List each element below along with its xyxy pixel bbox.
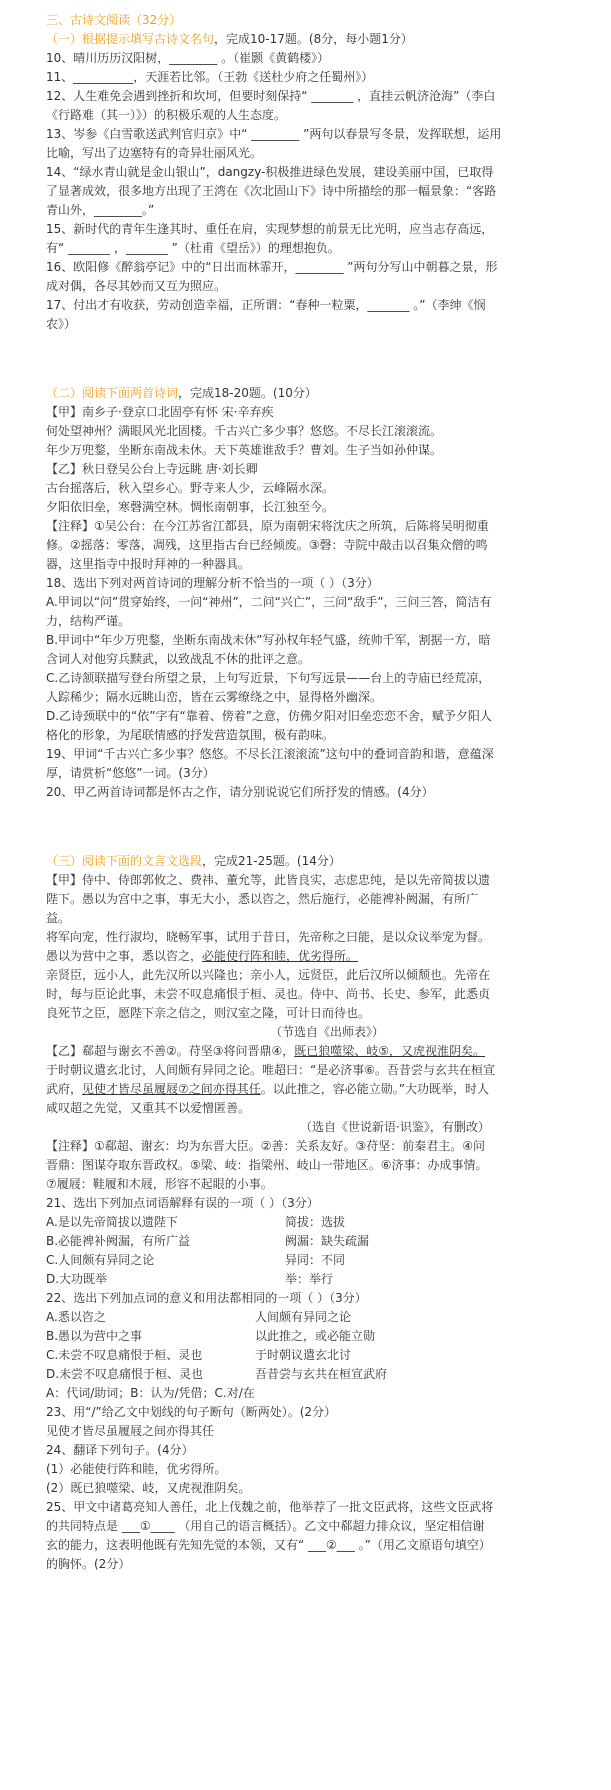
passage-line: 咸叹超之先觉，又重其不以爱憎匿善。 [46, 1101, 251, 1115]
passage-line: 时，每与臣论此事，未尝不叹息痛恨于桓、灵也。侍中、尚书、长史、参军，此悉贞 [46, 987, 491, 1001]
passage-line: 良死节之臣，愿陛下亲之信之，则汉室之隆，可计日而待也。 [46, 1006, 371, 1020]
question-line: 23、用“/”给乙文中划线的句子断句（断两处）。(2分） [46, 1405, 337, 1419]
option-right: 于时朝议遣玄北讨 [255, 1348, 352, 1362]
option-left: B.愚以为营中之事 [46, 1329, 143, 1343]
option-right: 以此推之，或必能立勋 [255, 1329, 376, 1343]
option-right: 吾昔尝与玄共在桓宣武府 [255, 1367, 388, 1381]
option-line: 人踪稀少；隔水远眺山峦，皆在云雾缭绕之中，显得格外幽深。 [46, 690, 383, 704]
option-line: 力，结构严谨。 [46, 614, 131, 628]
question-line: 玄的能力，这表明他既有先知先觉的本领，又有“ ___②___ 。”（用乙文原语句填空） [46, 1538, 491, 1552]
passage-text: 【乙】郗超与谢玄不善②。苻坚③将问晋鼎④， [46, 1044, 295, 1058]
passage-line [46, 948, 358, 964]
option-line: 格化的形象，为尾联情感的抒发营造氛围，极有韵味。 [46, 728, 335, 742]
option-right: 举：举行 [285, 1272, 334, 1286]
note-line: 晋鼎：图谋夺取东晋政权。⑤梁、岐：指梁州、岐山一带地区。⑥济事：办成事情。 [46, 1158, 488, 1172]
sub-heading-label: （一）根据提示填写古诗文名句 [46, 32, 215, 46]
option-left: A.悉以咨之 [46, 1310, 106, 1324]
note-line: 【注释】①郗超、谢玄：均为东晋大臣。②善：关系友好。③苻坚：前秦君主。④问 [46, 1139, 486, 1153]
option-left: C.未尝不叹息痛恨于桓、灵也 [46, 1348, 203, 1362]
question-line: 22、选出下列加点词的意义和用法都相同的一项（ ）（3分） [46, 1291, 367, 1305]
passage-text: 武府， [46, 1082, 83, 1096]
answer-line: A：代词/助词；B：认为/凭借；C.对/在 [46, 1386, 255, 1400]
sub-heading-tail: ，完成10-17题。(8分，每小题1分） [214, 32, 413, 46]
question-line: 17、付出才有收获，劳动创造幸福，正所谓：“春种一粒粟，_______ 。”（李绅《悯 [46, 298, 486, 312]
option-left: A.是以先帝简拔以遗陛下 [46, 1215, 178, 1229]
question-line: 16、欧阳修《醉翁亭记》中的“日出而林霏开，________ ”两句分写山中朝暮之景，形 [46, 260, 498, 274]
question-line: 25、甲文中诸葛亮知人善任，北上伐魏之前，他举荐了一批文臣武将，这些文臣武将 [46, 1500, 494, 1514]
sub-heading-label: （三）阅读下面的文言文选段 [46, 854, 203, 868]
passage-line [46, 1081, 489, 1097]
note-line: 【注释】①吴公台：在今江苏省江都县，原为南朝宋将沈庆之所筑，后陈将吴明彻重 [46, 519, 489, 533]
sub-heading-tail: ，完成21-25题。(14分） [202, 854, 341, 868]
question-line: 的胸怀。(2分） [46, 1557, 131, 1571]
poem-line: 夕阳依旧垒，寒磬满空林。惆怅南朝事，长江独至今。 [46, 500, 335, 514]
passage-source: （选自《世说新语·识鉴》，有删改） [300, 1120, 490, 1134]
question-line: 见使才皆尽虽履屐之间亦得其任 [46, 1424, 215, 1438]
note-line: 器，这里指寺中报时拜神的一种器具。 [46, 557, 251, 571]
option-left: D.未尝不叹息痛恨于桓、灵也 [46, 1367, 204, 1381]
option-left: B.必能裨补阙漏，有所广益 [46, 1234, 191, 1248]
sub-heading-2 [46, 385, 317, 401]
question-line: 21、选出下列加点词语解释有误的一项（ ）（3分） [46, 1196, 319, 1210]
question-line: (1）必能使行阵和睦，优劣得所。 [46, 1462, 227, 1476]
option-right: 阙漏：缺失疏漏 [285, 1234, 370, 1248]
question-line: 《行路难（其一）》）的积极乐观的人生态度。 [46, 108, 287, 122]
question-line: 青山外，________。” [46, 203, 155, 217]
option-left: D.大功既举 [46, 1272, 108, 1286]
question-line: 农》） [46, 317, 77, 331]
underlined-sentence: 必能使行阵和睦，优劣得所。 [202, 949, 359, 963]
underlined-sentence: 见使才皆尽虽履屐⑦之间亦得其任 [82, 1082, 261, 1096]
passage-line: 【甲】侍中、侍郎郭攸之、费祎、董允等，此皆良实，志虑忠纯，是以先帝简拔以遗 [46, 873, 491, 887]
question-line: 13、岑参《白雪歌送武判官归京》中“ ________ ”两句以春景写冬景，发挥联想，运用 [46, 127, 502, 141]
question-line: (2）既已狼噬梁、岐，又虎视淮阴矣。 [46, 1481, 251, 1495]
underlined-sentence: 既已狼噬梁、岐⑤，又虎视淮阴矣。 [294, 1044, 486, 1058]
option-right: 人间颇有异同之论 [255, 1310, 352, 1324]
poem-line: 【甲】南乡子·登京口北固亭有怀 宋·辛弃疾 [46, 405, 274, 419]
passage-line: 益。 [46, 911, 71, 925]
question-line: 19、甲词“千古兴亡多少事？悠悠。不尽长江滚滚流”这句中的叠词音韵和谐，意蕴深 [46, 747, 494, 761]
option-line: C.乙诗颔联描写登台所望之景，上句写近景，下句写远景——台上的寺庙已经荒凉， [46, 671, 491, 685]
passage-text: 。以此推之，容必能立勋。”大功既举，时人 [260, 1082, 489, 1096]
option-line: D.乙诗颈联中的“依”字有“靠着、傍着”之意，仿佛夕阳对旧垒恋恋不舍，赋予夕阳人 [46, 709, 492, 723]
question-line: 厚，请赏析“悠悠”一词。(3分） [46, 766, 215, 780]
question-line: 14、“绿水青山就是金山银山”，dangzy-积极推进绿色发展，建设美丽中国，已取得 [46, 165, 494, 179]
question-line: 了显著成效，很多地方出现了王湾在《次北固山下》诗中所描绘的那一幅景象：“客路 [46, 184, 497, 198]
option-line: 含词人对他穷兵黩武，以致战乱不休的批评之意。 [46, 652, 311, 666]
sub-heading-1 [46, 31, 413, 47]
section-heading: 三、古诗文阅读（32分） [46, 13, 182, 27]
passage-line: 陛下。愚以为宫中之事，事无大小，悉以咨之，然后施行，必能裨补阙漏，有所广 [46, 892, 479, 906]
poem-line: 年少万兜鍪，坐断东南战未休。天下英雄谁敌手？曹刘。生子当如孙仲谋。 [46, 443, 443, 457]
option-line: B.甲词中“年少万兜鍪，坐断东南战未休”写孙权年轻气盛，统帅千军，割据一方，暗 [46, 633, 491, 647]
sub-heading-tail: ，完成18-20题。(10分） [178, 386, 317, 400]
option-right: 简拔：选拔 [285, 1215, 346, 1229]
question-line: 15、新时代的青年生逢其时、重任在肩，实现梦想的前景无比光明，应当志存高远， [46, 222, 494, 236]
question-line: 的共同特点是 ___①____ （用自己的语言概括）。乙文中郗超力排众议，坚定相信谢 [46, 1519, 485, 1533]
question-line: 20、甲乙两首诗词都是怀古之作，请分别说说它们所抒发的情感。(4分） [46, 785, 434, 799]
poem-line: 何处望神州？满眼风光北固楼。千古兴亡多少事？悠悠。不尽长江滚滚流。 [46, 424, 443, 438]
question-line: 比喻，写出了边塞特有的奇异壮丽风光。 [46, 146, 263, 160]
sub-heading-label: （二）阅读下面两首诗词 [46, 386, 179, 400]
question-line: 11、__________，天涯若比邻。（王勃《送杜少府之任蜀州》） [46, 70, 374, 84]
option-line: A.甲词以“问”贯穿始终，一问“神州”，二问“兴亡”，三问“敌手”，三问三答，简洁有 [46, 595, 492, 609]
question-line: 18、选出下列对两首诗词的理解分析不恰当的一项（ ）（3分） [46, 576, 379, 590]
question-line: 10、晴川历历汉阳树，________ 。（崔颢《黄鹤楼》） [46, 51, 330, 65]
poem-line: 【乙】秋日登吴公台上寺远眺 唐·刘长卿 [46, 462, 258, 476]
poem-line: 古台摇落后，秋入望乡心。野寺来人少，云峰隔水深。 [46, 481, 335, 495]
note-line: ⑦履屐：鞋履和木屐，形容不起眼的小事。 [46, 1177, 273, 1191]
question-line: 12、人生难免会遇到挫折和坎坷，但要时刻保持“ _______ ，直挂云帆济沧海”（李白 [46, 89, 496, 103]
sub-heading-3 [46, 853, 341, 869]
question-line: 24、翻译下列句子。(4分） [46, 1443, 194, 1457]
passage-line: 于时朝议遣玄北讨，人间颇有异同之论。唯超曰：“是必济事⑥。吾昔尝与玄共在桓宣 [46, 1063, 495, 1077]
passage-line: 将军向宠，性行淑均，晓畅军事，试用于昔日，先帝称之曰能，是以众议举宠为督。 [46, 930, 491, 944]
passage-source: （节选自《出师表》） [270, 1025, 385, 1039]
option-right: 异同：不同 [285, 1253, 346, 1267]
note-line: 修。②摇落：零落，凋残，这里指古台已经倾废。③磬：寺院中敲击以召集众僧的鸣 [46, 538, 488, 552]
passage-line [46, 1043, 485, 1059]
option-left: C.人间颇有异同之论 [46, 1253, 155, 1267]
question-line: 成对偶，各尽其妙而又互为照应。 [46, 279, 227, 293]
passage-line: 亲贤臣，远小人，此先汉所以兴隆也；亲小人，远贤臣，此后汉所以倾颓也。先帝在 [46, 968, 491, 982]
passage-text: 愚以为营中之事，悉以咨之， [46, 949, 203, 963]
question-line: 有“ _______ ，_______ ”（杜甫《望岳》）的理想抱负。 [46, 241, 340, 255]
